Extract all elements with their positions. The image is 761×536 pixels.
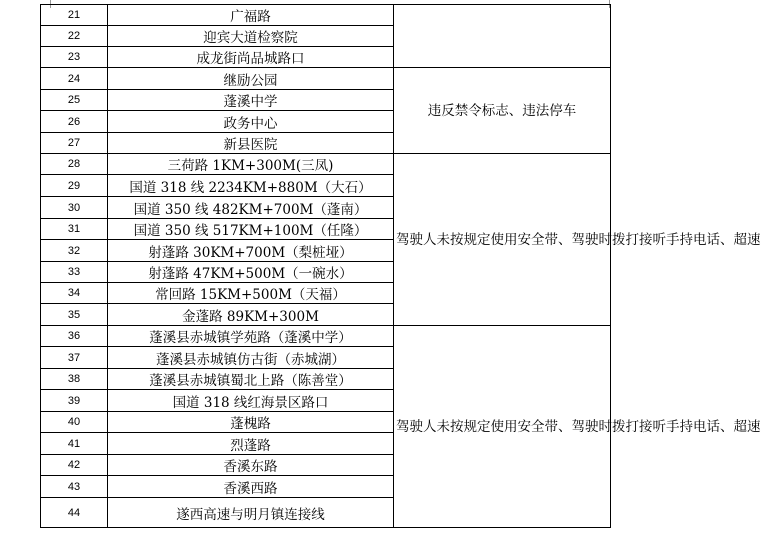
row-number: 35 — [41, 304, 108, 326]
location-cell: 遂西高速与明月镇连接线 — [108, 498, 394, 528]
row-number: 36 — [41, 326, 108, 347]
location-cell: 射蓬路 47KM+500M（一碗水） — [108, 262, 394, 283]
row-number: 44 — [41, 498, 108, 528]
row-number: 43 — [41, 476, 108, 498]
location-cell: 常回路 15KM+500M（天福） — [108, 283, 394, 304]
location-cell: 新县医院 — [108, 133, 394, 154]
location-cell: 香溪西路 — [108, 476, 394, 498]
location-cell: 国道 350 线 517KM+100M（任隆） — [108, 219, 394, 240]
row-number: 21 — [41, 5, 108, 26]
violation-cell: 违反禁令标志、违法停车 — [394, 68, 611, 154]
row-number: 38 — [41, 369, 108, 390]
location-cell: 射蓬路 30KM+700M（梨桩垭） — [108, 240, 394, 262]
row-number: 29 — [41, 175, 108, 197]
row-number: 42 — [41, 455, 108, 476]
row-number: 40 — [41, 412, 108, 433]
row-number: 32 — [41, 240, 108, 262]
violation-cell — [394, 154, 761, 326]
location-cell: 蓬溪县赤城镇蜀北上路（陈善堂） — [108, 369, 394, 390]
row-number: 37 — [41, 347, 108, 369]
row-number: 41 — [41, 433, 108, 455]
violation-locations-table — [40, 4, 761, 528]
row-number: 28 — [41, 154, 108, 175]
row-number: 31 — [41, 219, 108, 240]
row-number: 30 — [41, 197, 108, 219]
location-cell: 烈蓬路 — [108, 433, 394, 455]
location-cell: 蓬槐路 — [108, 412, 394, 433]
table-row — [41, 5, 611, 26]
location-cell: 广福路 — [108, 5, 394, 26]
row-number: 22 — [41, 26, 108, 47]
row-number: 39 — [41, 390, 108, 412]
location-cell: 政务中心 — [108, 111, 394, 133]
location-cell: 三荷路 1KM+300M(三凤) — [108, 154, 394, 175]
location-cell: 迎宾大道检察院 — [108, 26, 394, 47]
row-number: 34 — [41, 283, 108, 304]
location-cell: 蓬溪县赤城镇仿古街（赤城湖） — [108, 347, 394, 369]
location-cell: 蓬溪中学 — [108, 90, 394, 111]
row-number: 25 — [41, 90, 108, 111]
location-cell: 继励公园 — [108, 68, 394, 90]
violation-text: 驾驶人未按规定使用安全带、驾驶时拨打接听手持电话、超速 — [396, 231, 761, 248]
location-cell: 国道 318 线 2234KM+880M（大石） — [108, 175, 394, 197]
row-number: 26 — [41, 111, 108, 133]
location-cell: 国道 350 线 482KM+700M（蓬南） — [108, 197, 394, 219]
row-number: 23 — [41, 47, 108, 68]
violation-cell — [394, 326, 761, 528]
location-cell: 香溪东路 — [108, 455, 394, 476]
table-row — [41, 154, 611, 175]
row-number: 33 — [41, 262, 108, 283]
table-row — [41, 326, 611, 347]
table-row — [41, 68, 611, 90]
row-number: 24 — [41, 68, 108, 90]
violation-text: 驾驶人未按规定使用安全带、驾驶时拨打接听手持电话、超速 — [396, 418, 761, 435]
location-cell: 成龙街尚品城路口 — [108, 47, 394, 68]
location-cell: 蓬溪县赤城镇学苑路（蓬溪中学） — [108, 326, 394, 347]
violation-cell-empty — [394, 5, 611, 68]
location-cell: 金蓬路 89KM+300M — [108, 304, 394, 326]
row-number: 27 — [41, 133, 108, 154]
location-cell: 国道 318 线红海景区路口 — [108, 390, 394, 412]
